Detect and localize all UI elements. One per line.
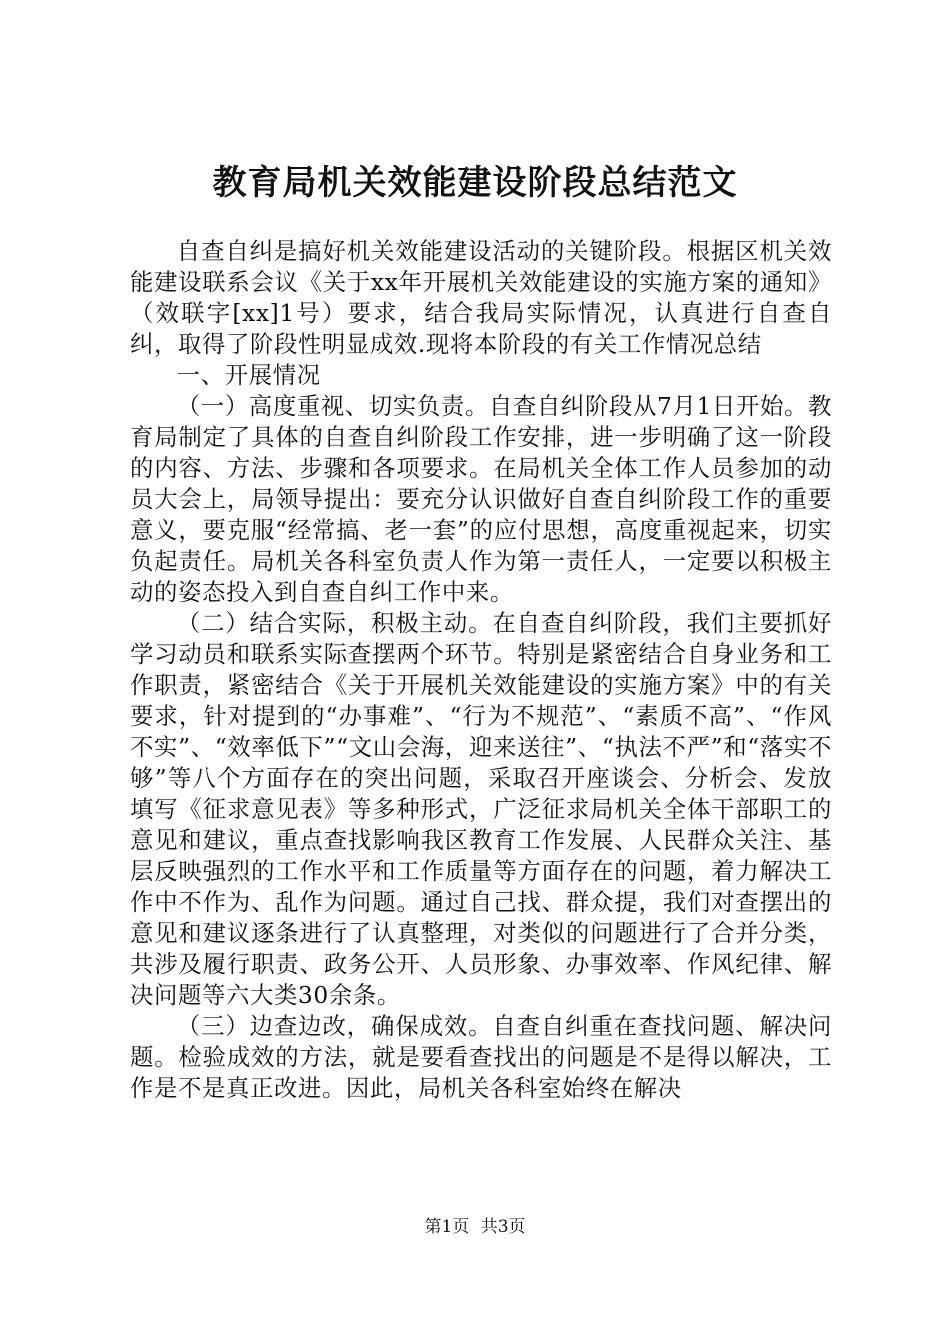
page-number: 第1页 [424,1217,470,1237]
body-paragraph-1: （一）高度重视、切实负责。自查自纠阶段从7月1日开始。教育局制定了具体的自查自纠阶段工作安排，进一步明确了这一阶段的内容、方法、步骤和各项要求。在局机关全体工作人员参加的动员大会上，局领导提出：要充分认识做好自查自纠阶段工作的重要意义，要克服“经常搞、老一套”的应付思想，高度重视起来，切实负起责任。局机关各科室负责人作为第一责任人，一定要以积极主动的姿态投入到自查自纠工作中来。 [130,392,832,606]
body-paragraph-2: （二）结合实际，积极主动。在自查自纠阶段，我们主要抓好学习动员和联系实际查摆两个环节。特别是紧密结合自身业务和工作职责，紧密结合《关于开展机关效能建设的实施方案》中的有关要求，针对提到的“办事难”、“行为不规范”、“素质不高”、“作风不实”、“效率低下”“文山会海，迎来送往”、“执法不严”和“落实不够”等八个方面存在的突出问题，采取召开座谈会、分析会、发放填写《征求意见表》等多种形式，广泛征求局机关全体干部职工的意见和建议，重点查找影响我区教育工作发展、人民群众关注、基层反映强烈的工作水平和工作质量等方面存在的问题，着力解决工作中不作为、乱作为问题。通过自己找、群众提，我们对查摆出的意见和建议逐条进行了认真整理，对类似的问题进行了合并分类，共涉及履行职责、政务公开、人员形象、办事效率、作风纪律、解决问题等六大类30余条。 [130,609,832,1009]
section-heading: 一、开展情况 [176,361,321,389]
intro-paragraph: 自查自纠是搞好机关效能建设活动的关键阶段。根据区机关效能建设联系会议《关于xx年开展机关效能建设的实施方案的通知》（效联字[xx]1号）要求，结合我局实际情况，认真进行自查自纠，取得了阶段性明显成效.现将本阶段的有关工作情况总结 [130,237,832,358]
page-footer [0,1216,950,1238]
page-total: 共3页 [480,1217,526,1237]
document-title: 教育局机关效能建设阶段总结范文 [212,163,738,203]
document-body [130,236,832,1104]
body-paragraph-3: （三）边查边改，确保成效。自查自纠重在查找问题、解决问题。检验成效的方法，就是要看查找出的问题是不是得以解决，工作是不是真正改进。因此，局机关各科室始终在解决 [130,1012,832,1102]
